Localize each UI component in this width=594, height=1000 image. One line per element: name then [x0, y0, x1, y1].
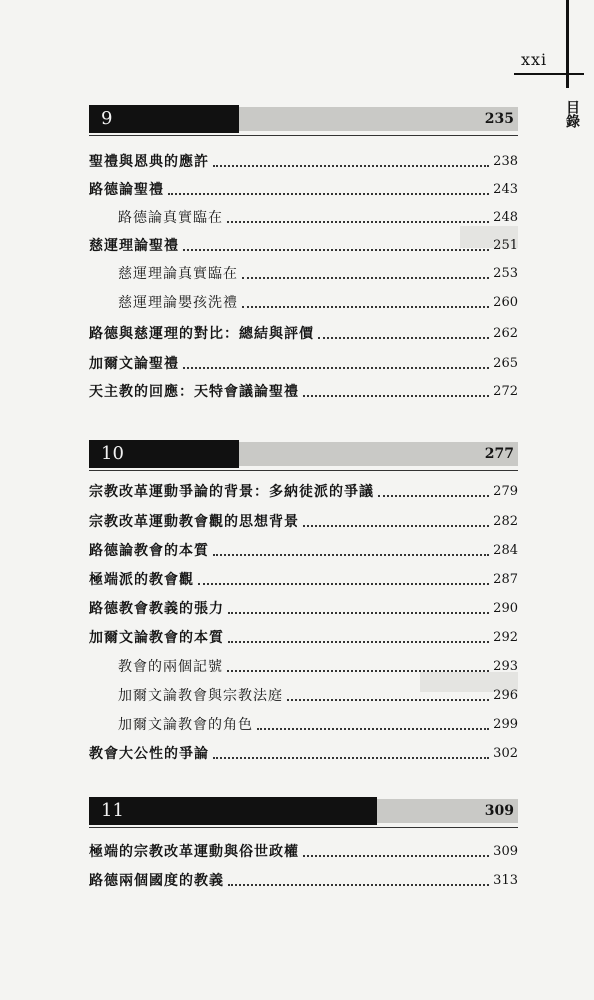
chapter-number: 11 — [89, 797, 377, 825]
chapter-header — [89, 105, 518, 133]
chapter-divider — [89, 470, 518, 471]
chapter-page: 277 — [484, 446, 514, 462]
chapter-divider — [89, 135, 518, 136]
side-section-label: 目錄 — [564, 100, 580, 128]
toc-entry: 教會大公性的爭論 302 — [89, 746, 518, 762]
toc-entry: 聖禮與恩典的應許 238 — [89, 154, 518, 170]
toc-subentry: 路德論真實臨在 248 — [118, 210, 518, 226]
toc-entry: 宗教改革運動爭論的背景：多納徒派的爭議 279 — [89, 484, 518, 500]
toc-entry: 極端的宗教改革運動與俗世政權 309 — [89, 844, 518, 860]
toc-entry: 慈運理論聖禮 251 — [89, 238, 518, 254]
toc-entry: 加爾文論聖禮 265 — [89, 356, 518, 372]
chapter-header-shade — [237, 107, 518, 131]
toc-subentry: 加爾文論教會與宗教法庭 296 — [118, 688, 518, 704]
page-number: xxi — [521, 50, 548, 69]
toc-entry: 路德教會教義的張力 290 — [89, 601, 518, 617]
toc-entry: 天主教的回應：天特會議論聖禮 272 — [89, 384, 518, 400]
toc-entry: 宗教改革運動教會觀的思想背景 282 — [89, 514, 518, 530]
toc-entry: 路德論教會的本質 284 — [89, 543, 518, 559]
chapter-header-shade — [237, 442, 518, 466]
chapter-divider — [89, 827, 518, 828]
chapter-page: 235 — [484, 111, 514, 127]
toc-entry: 極端派的教會觀 287 — [89, 572, 518, 588]
toc-entry: 加爾文論教會的本質 292 — [89, 630, 518, 646]
toc-subentry: 慈運理論嬰孩洗禮 260 — [118, 295, 518, 311]
toc-entry: 路德與慈運理的對比：總結與評價 262 — [89, 326, 518, 342]
toc-entry: 路德兩個國度的教義 313 — [89, 873, 518, 889]
toc-subentry: 慈運理論真實臨在 253 — [118, 266, 518, 282]
chapter-number: 9 — [89, 105, 239, 133]
toc-subentry: 教會的兩個記號 293 — [118, 659, 518, 675]
chapter-number: 10 — [89, 440, 239, 468]
chapter-header — [89, 440, 518, 468]
chapter-header — [89, 797, 518, 825]
page-frame-horizontal-rule — [514, 73, 584, 75]
chapter-page: 309 — [484, 803, 514, 819]
toc-subentry: 加爾文論教會的角色 299 — [118, 717, 518, 733]
toc-entry: 路德論聖禮 243 — [89, 182, 518, 198]
